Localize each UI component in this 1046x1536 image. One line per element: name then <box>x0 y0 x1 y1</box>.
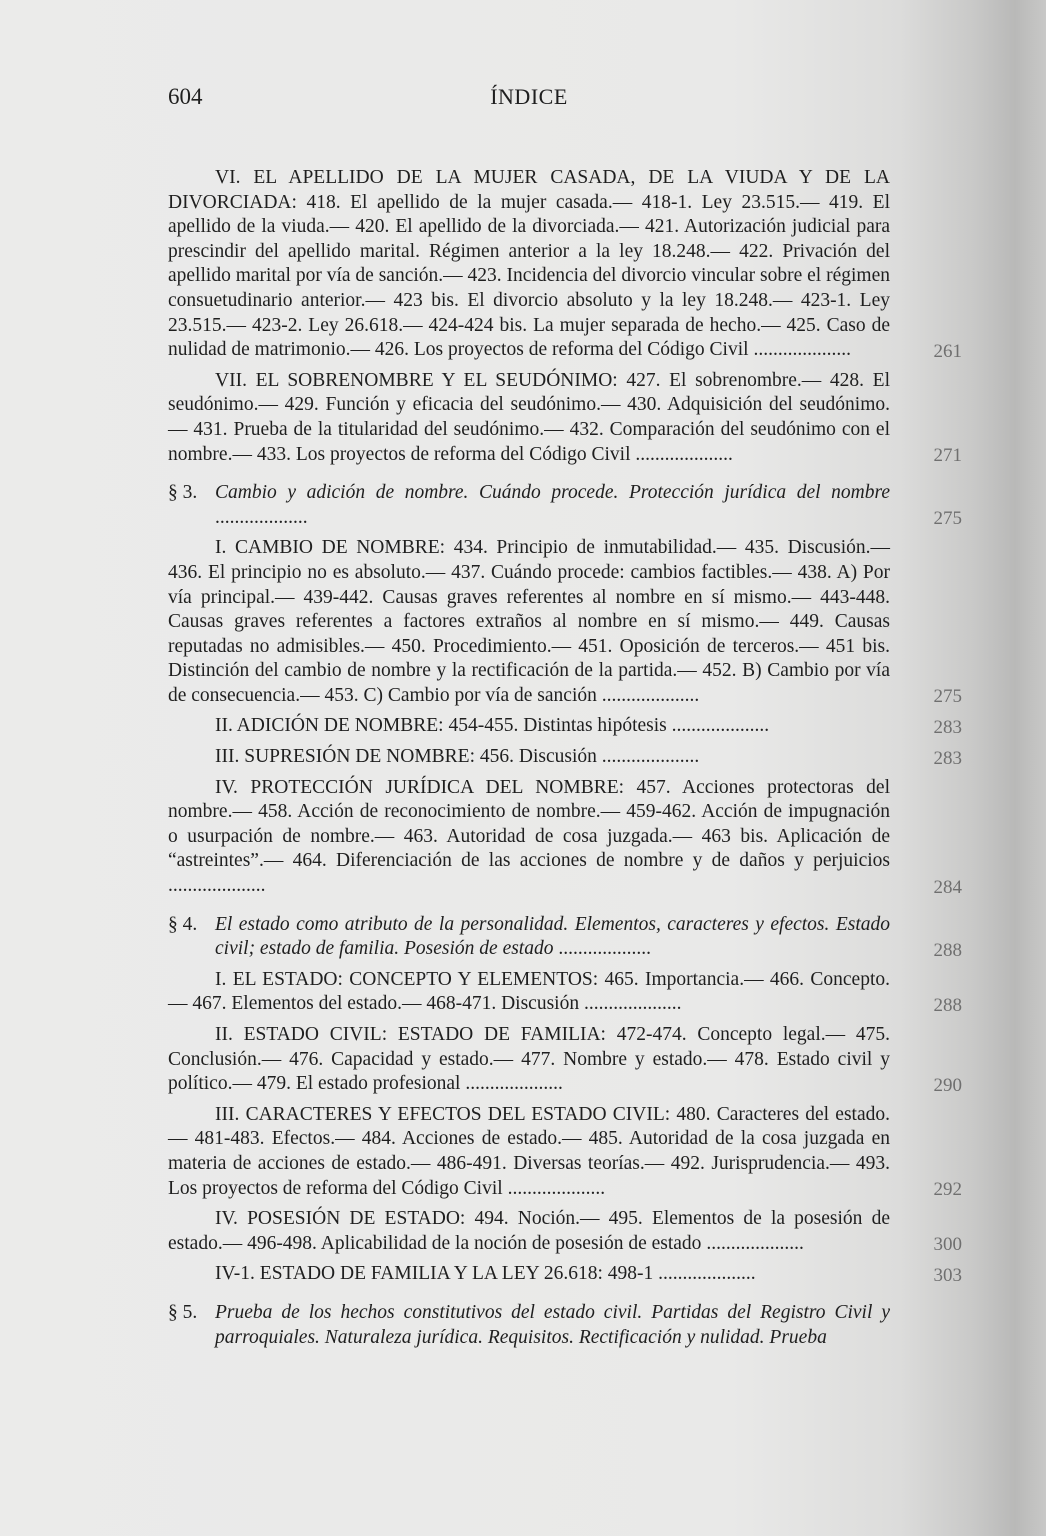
toc-entry <box>168 536 962 708</box>
section-heading <box>168 1301 890 1350</box>
entry-page-number: 284 <box>933 876 962 898</box>
toc-entry <box>168 714 962 739</box>
entry-page-number: 288 <box>933 939 962 961</box>
toc-section <box>168 1301 890 1350</box>
table-of-contents <box>168 166 962 1350</box>
page-number: 604 <box>168 84 203 109</box>
entry-text <box>168 968 890 1017</box>
leader-dots: ................... <box>553 938 651 960</box>
toc-entry <box>168 1207 962 1256</box>
leader-dots: .................... <box>701 1232 804 1254</box>
entry-body: IV. POSESIÓN DE ESTADO: 494. Noción.— 495. Elementos de la posesión de estado.— 496-498. Aplicabilidad de la noción de posesión de estado <box>168 1208 890 1254</box>
leader-dots: .................... <box>502 1177 606 1199</box>
entry-body: IV-1. ESTADO DE FAMILIA Y LA LEY 26.618: 498-1 <box>215 1263 654 1285</box>
section-title: Cambio y adición de nombre. Cuándo procede. Protección jurídica del nombre <box>215 482 890 504</box>
toc-entry <box>168 1262 962 1287</box>
entry-text <box>168 536 890 708</box>
entry-page-number: 275 <box>933 508 962 530</box>
section-title: Prueba de los hechos constitutivos del estado civil. Partidas del Registro Civil y parroquiales. Naturaleza jurídica. Requisitos. Rectificación y nulidad. Prueba <box>215 1301 890 1348</box>
entry-page-number: 292 <box>933 1179 962 1201</box>
section-symbol: § 5. <box>168 1301 198 1323</box>
entry-page-number: 303 <box>933 1264 962 1286</box>
entry-body: IV. PROTECCIÓN JURÍDICA DEL NOMBRE: 457. Acciones protectoras del nombre.— 458. Acción de reconocimiento de nombre.— 459-462. Acción de impugnación o usurpación de nombre.— 463. Autoridad de cosa juzgada.— 463 bis. Aplicación de “astreintes”.— 464. Diferenciación de las acciones de nombre y de daños y perjuicios <box>168 776 890 872</box>
toc-entry <box>168 745 962 770</box>
running-title: ÍNDICE <box>490 84 568 109</box>
entry-text <box>168 776 890 899</box>
entry-page-number: 261 <box>933 340 962 362</box>
leader-dots: .................... <box>630 443 733 465</box>
toc-entry <box>168 1023 962 1097</box>
entry-text <box>168 745 890 770</box>
entry-page-number: 300 <box>933 1234 962 1256</box>
entry-body: III. SUPRESIÓN DE NOMBRE: 456. Discusión <box>215 746 597 768</box>
entry-text <box>168 1023 890 1097</box>
entry-text <box>168 369 890 467</box>
leader-dots: .................... <box>460 1073 563 1095</box>
page-header <box>168 84 890 118</box>
leader-dots: .................... <box>666 715 770 737</box>
toc-entry <box>168 968 962 1017</box>
entry-body: VI. EL APELLIDO DE LA MUJER CASADA, DE LA VIUDA Y DE LA DIVORCIADA: 418. El apellido de la mujer casada.— 418-1. Ley 23.515.— 419. El apellido de la viuda.— 420. El apellido de la divorciada.— 421. Autorización judicial para prescindir del apellido marital. Régimen anterior a la ley 18.248.— 422. Privación del apellido marital por vía de sanción.— 423. Incidencia del divorcio vincular sobre el régimen consuetudinario anterior.— 423 bis. El divorcio absoluto y la ley 18.248.— 423-1. Ley 23.515.— 423-2. Ley 26.618.— 424-424 bis. La mujer separada de hecho.— 425. Caso de nulidad de matrimonio.— 426. Los proyectos de reforma del Código Civil <box>168 167 890 361</box>
section-symbol: § 3. <box>168 482 198 504</box>
leader-dots: .................... <box>653 1263 756 1285</box>
entry-text <box>168 714 890 739</box>
toc-entry <box>168 776 962 899</box>
toc-entry <box>168 166 962 363</box>
entry-body: III. CARACTERES Y EFECTOS DEL ESTADO CIVIL: 480. Caracteres del estado.— 481-483. Efectos.— 484. Acciones de estado.— 485. Autoridad de la cosa juzgada en materia de acciones de estado.— 486-491. Diversas teorías.— 492. Jurisprudencia.— 493. Los proyectos de reforma del Código Civil <box>168 1103 890 1199</box>
entry-page-number: 283 <box>933 747 962 769</box>
toc-entry <box>168 1103 962 1201</box>
entry-text <box>168 1207 890 1256</box>
toc-section <box>168 481 962 530</box>
entry-body: VII. EL SOBRENOMBRE Y EL SEUDÓNIMO: 427. El sobrenombre.— 428. El seudónimo.— 429. Función y eficacia del seudónimo.— 430. Adquisición del seudónimo.— 431. Prueba de la titularidad del seudónimo.— 432. Comparación del seudónimo con el nombre.— 433. Los proyectos de reforma del Código Civil <box>168 369 890 465</box>
toc-entry <box>168 369 962 467</box>
entry-page-number: 271 <box>933 445 962 467</box>
entry-page-number: 275 <box>933 686 962 708</box>
entry-body: I. EL ESTADO: CONCEPTO Y ELEMENTOS: 465. Importancia.— 466. Concepto.— 467. Elementos del estado.— 468-471. Discusión <box>168 968 890 1015</box>
leader-dots: .................... <box>168 875 266 897</box>
entry-page-number: 290 <box>933 1074 962 1096</box>
section-symbol: § 4. <box>168 913 198 935</box>
entry-page-number: 288 <box>933 995 962 1016</box>
section-heading <box>168 913 890 962</box>
entry-page-number: 283 <box>933 717 962 739</box>
leader-dots: .................... <box>579 993 682 1015</box>
section-heading <box>168 481 890 530</box>
leader-dots: .................... <box>596 746 700 768</box>
entry-text <box>168 166 890 363</box>
leader-dots: .................... <box>596 684 700 706</box>
entry-body: II. ADICIÓN DE NOMBRE: 454-455. Distintas hipótesis <box>215 715 667 737</box>
leader-dots: .................... <box>748 339 851 361</box>
entry-body: II. ESTADO CIVIL: ESTADO DE FAMILIA: 472-474. Concepto legal.— 475. Conclusión.— 476. Capacidad y estado.— 477. Nombre y estado.— 478. Estado civil y político.— 479. El estado profesional <box>168 1024 890 1095</box>
entry-text <box>168 1103 890 1201</box>
entry-body: I. CAMBIO DE NOMBRE: 434. Principio de inmutabilidad.— 435. Discusión.— 436. El principio no es absoluto.— 437. Cuándo procede: cambios factibles.— 438. A) Por vía principal.— 439-442. Causas graves referentes al nombre en sí mismo.— 443-448. Causas graves referentes a factores extraños al nombre en sí mismo.— 449. Causas reputadas no admisibles.— 450. Procedimiento.— 451. Oposición de terceros.— 451 bis. Distinción del cambio de nombre y la rectificación de la partida.— 452. B) Cambio por vía de consecuencia.— 453. C) Cambio por vía de sanción <box>168 537 890 706</box>
section-title: El estado como atributo de la personalidad. Elementos, caracteres y efectos. Estado civil; estado de familia. Posesión de estado <box>215 913 890 960</box>
toc-section <box>168 913 962 962</box>
leader-dots: ................... <box>215 506 308 528</box>
entry-text <box>168 1262 890 1287</box>
